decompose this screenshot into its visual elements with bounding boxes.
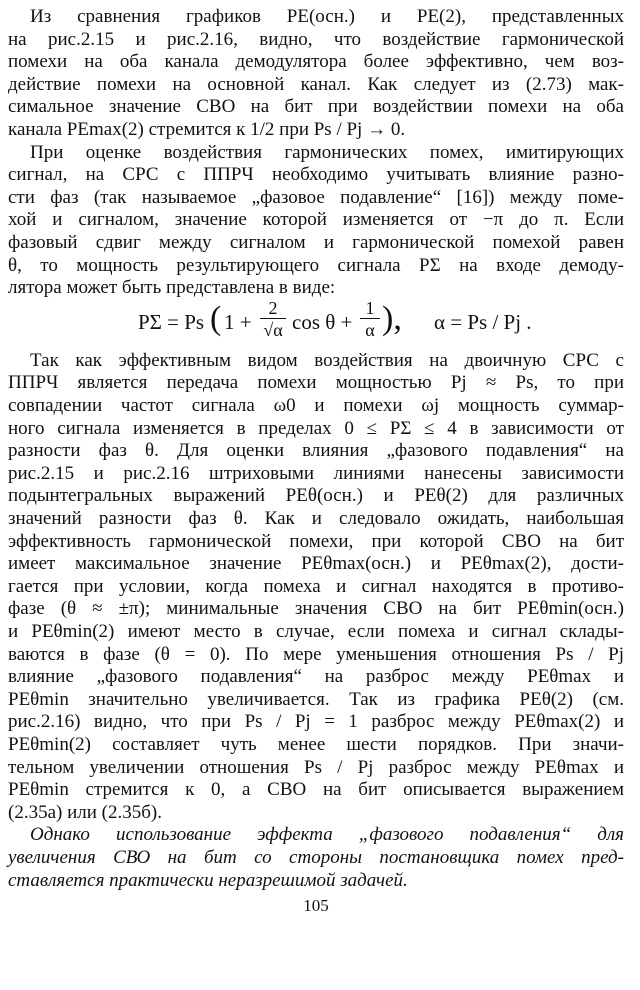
formula-lhs: PΣ = Ps	[138, 309, 205, 334]
text-line: подынтегральных выражений PEθ(осн.) и PEθ(2) для различных	[8, 485, 624, 507]
text-line: фазе (θ ≈ ±π); минимальные значения СВО на бит PEθmin(осн.)	[8, 598, 624, 620]
text-line: симальное значение СВО на бит при воздействии помехи на оба	[8, 96, 624, 118]
text-line: ваются в фазе (θ = 0). По мере уменьшения отношения Ps / Pj	[8, 643, 624, 665]
text-line: хой и сигналом, значение которой изменяется от −π до π. Если	[8, 209, 624, 231]
formula-paren-close: ),	[382, 299, 402, 337]
italic-line: Однако использование эффекта „фазового подавления“ для	[30, 824, 624, 846]
text-line: влияние „фазового подавления“ на разброс между PEθmax и	[8, 666, 624, 688]
text-line: лятора может быть представлена в виде:	[8, 277, 336, 299]
text-line: помехи на оба канала демодулятора более эффективно, чем воз-	[8, 51, 624, 73]
text-line: имеет максимальное значение PEθmax(осн.) и PEθmax(2), дости-	[8, 553, 624, 575]
text-line: сти фаз (так называемое „фазовое подавление“ [16]) между поме-	[8, 186, 624, 208]
text-line: гается при условии, когда помеха и сигнал находятся в противо-	[8, 575, 624, 597]
text-line: совпадении частот сигнала ω0 и помехи ωj мощность суммар-	[8, 395, 624, 416]
text-line: ного сигнала изменяется в пределах 0 ≤ PΣ ≤ 4 в зависимости от	[8, 417, 624, 439]
text-line: PEθmin стремится к 0, а СВО на бит описывается выражением	[8, 779, 624, 801]
formula-alpha: α = Ps / Pj .	[434, 309, 532, 334]
text-line: сигнал, на СРС с ППРЧ необходимо учитывать влияние разно-	[8, 164, 624, 186]
formula-one: 1 +	[224, 309, 252, 334]
text-line: рис.2.15 и рис.2.16 штриховыми линиями нанесены зависимости	[8, 462, 624, 484]
text-line: Из сравнения графиков PE(осн.) и PE(2), представленных	[30, 6, 624, 27]
text-line: и PEθmin(2) имеют место в случае, если помеха и сигнал склады-	[8, 621, 624, 642]
text-line: фазовый сдвиг между сигналом и гармонической помехой равен	[8, 232, 624, 253]
text-line: Так как эффективным видом воздействия на двоичную СРС с	[30, 349, 624, 371]
text-line: канала PEmax(2) стремится к 1/2 при Ps / Pj → 0.	[8, 119, 406, 140]
text-line: тельном увеличении отношения Ps / Pj разброс между PEθmax и	[8, 756, 624, 778]
book-page	[8, 0, 632, 990]
text-line: PEθmin значительно увеличивается. Так из графика PEθ(2) (см.	[8, 688, 624, 710]
text-line: действие помехи на основной канал. Как следует из (2.73) мак-	[8, 73, 624, 95]
italic-line: увеличения СВО на бит со стороны постановщика помех пред-	[8, 847, 624, 868]
formula-frac-num: 2	[260, 298, 286, 319]
italic-line: ставляется практически неразрешимой задачей.	[8, 869, 408, 891]
text-line: При оценке воздействия гармонических помех, имитирующих	[30, 141, 624, 163]
text-line: рис.2.16) видно, что при Ps / Pj = 1 разброс между PEθmax(2) и	[8, 711, 624, 733]
text-line: θ, то мощность результирующего сигнала PΣ на входе демоду-	[8, 254, 624, 276]
text-line: разности фаз θ. Для оценки влияния „фазового подавления“ на	[8, 440, 624, 462]
formula-frac-den: √α	[263, 319, 283, 340]
text-line: значений разности фаз θ. Как и следовало ожидать, наибольшая	[8, 508, 624, 529]
text-line: на рис.2.15 и рис.2.16, видно, что воздействие гармонической	[8, 28, 624, 50]
text-line: эффективность гармонической помехи, при которой СВО на бит	[8, 530, 624, 552]
formula-paren-open: (	[210, 299, 222, 337]
formula-cos: cos θ +	[292, 309, 353, 334]
formula-frac2-num: 1	[360, 298, 380, 319]
text-line: (2.35а) или (2.35б).	[8, 801, 162, 823]
power-formula	[138, 298, 538, 344]
formula-frac2-den: α	[365, 319, 375, 340]
text-line: PEθmin(2) составляет чуть менее шести порядков. При значи-	[8, 734, 624, 755]
page-number: 105	[303, 896, 329, 916]
text-line: ППРЧ является передача помехи мощностью Pj ≈ Ps, то при	[8, 372, 624, 394]
